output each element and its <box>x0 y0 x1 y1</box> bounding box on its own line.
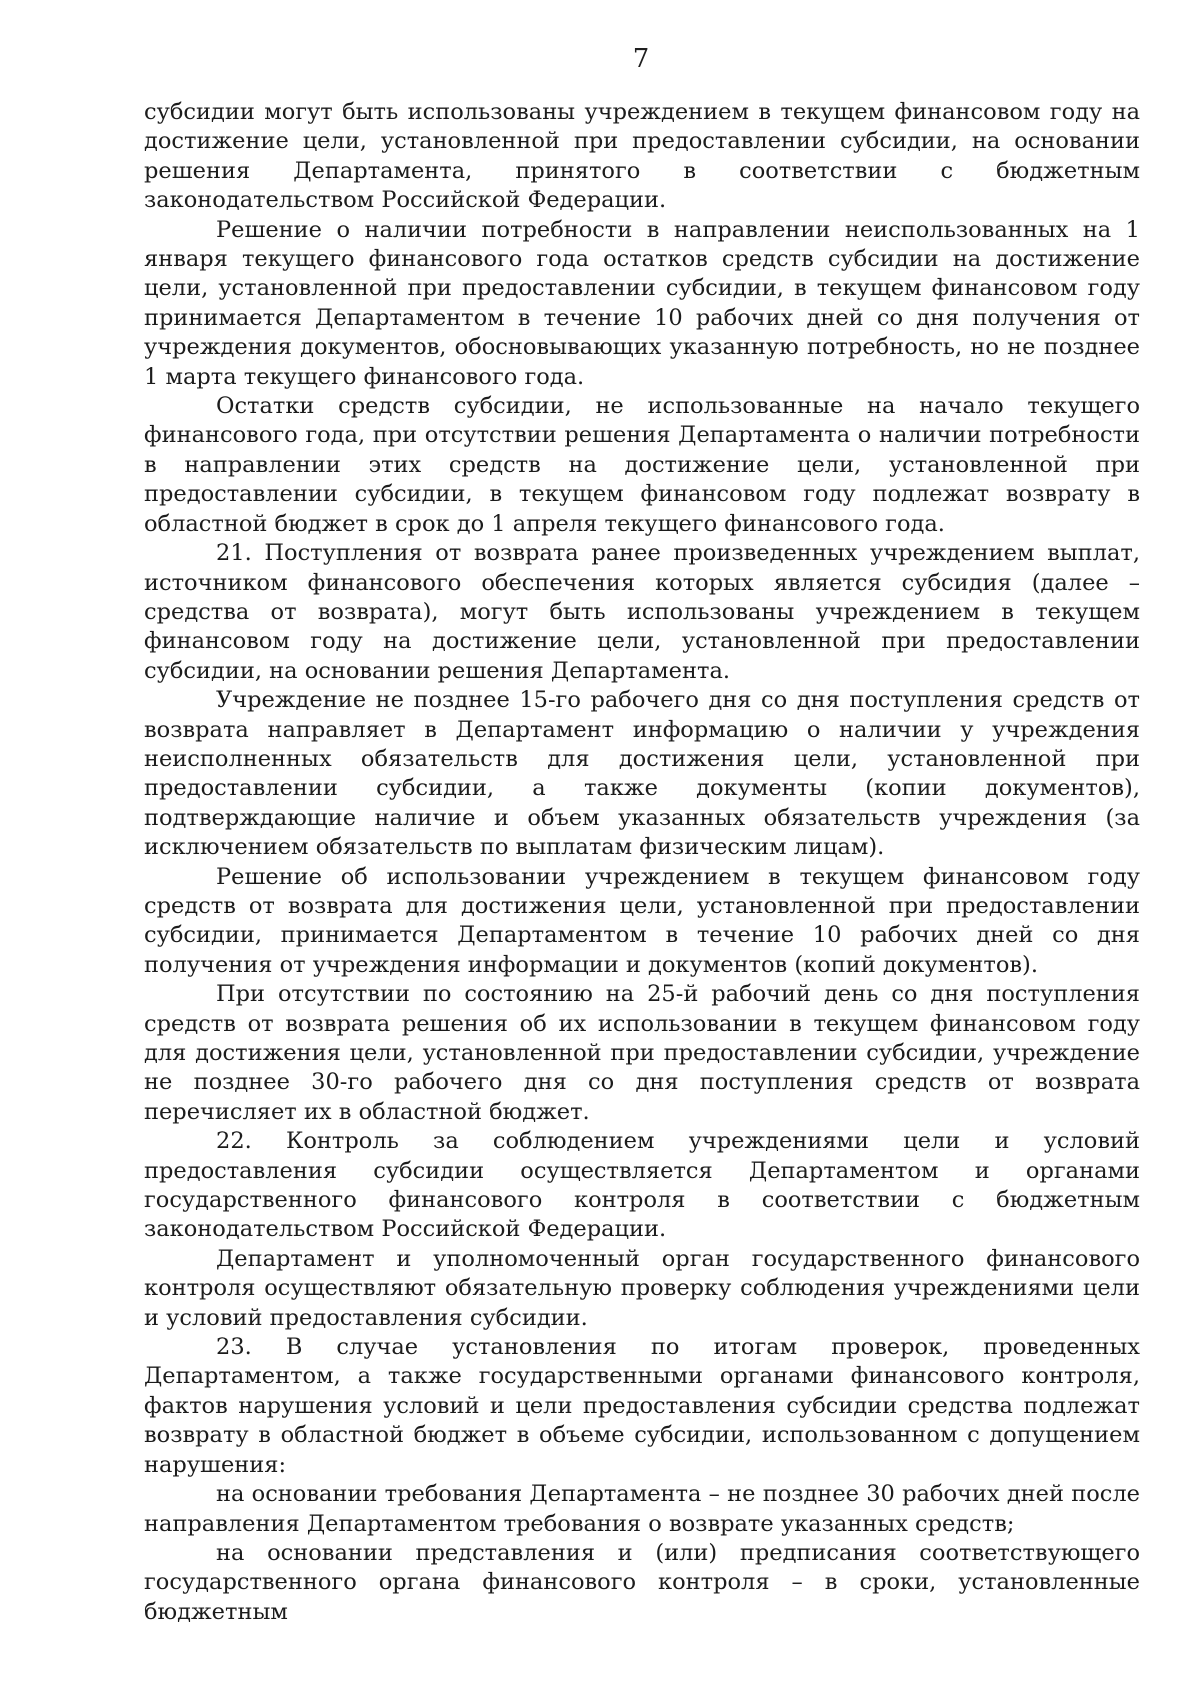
page-number: 7 <box>632 44 650 74</box>
paragraph: Учреждение не позднее 15-го рабочего дня со дня поступления средств от возврата направляет в Департамент информацию о наличии у учреждения неисполненных обязательств для достижения цели, установленной при предоставлении субсидии, а также документы (копии документов), подтверждающие наличие и объем указанных обязательств учреждения (за исключением обязательств по выплатам физическим лицам). <box>144 687 1140 861</box>
paragraph-item-21: 21. Поступления от возврата ранее произведенных учреждением выплат, источником финансового обеспечения которых является субсидия (далее – средства от возврата), могут быть использованы учреждением в текущем финансовом году на достижение цели, установленной при предоставлении субсидии, на основании решения Департамента. <box>144 540 1140 684</box>
paragraph-item-23: 23. В случае установления по итогам проверок, проведенных Департаментом, а также государственными органами финансового контроля, фактов нарушения условий и цели предоставления субсидии средства подлежат возврату в областной бюджет в объеме субсидии, использованном с допущением нарушения: <box>144 1334 1140 1478</box>
paragraph: на основании представления и (или) предписания соответствующего государственного органа финансового контроля – в сроки, установленные бюджетным <box>144 1539 1140 1625</box>
paragraph: При отсутствии по состоянию на 25-й рабочий день со дня поступления средств от возврата решения об их использовании в текущем финансовом году для достижения цели, установленной при предоставлении субсидии, учреждение не позднее 30-го рабочего дня со дня поступления средств от возврата перечисляет их в областной бюджет. <box>144 981 1140 1125</box>
paragraph: Решение о наличии потребности в направлении неиспользованных на 1 января текущего финансового года остатков средств субсидии на достижение цели, установленной при предоставлении субсидии, в текущем финансовом году принимается Департаментом в течение 10 рабочих дней со дня получения от учреждения документов, обосновывающих указанную потребность, но не позднее 1 марта текущего финансового года. <box>144 216 1140 390</box>
paragraph: Департамент и уполномоченный орган государственного финансового контроля осуществляют обязательную проверку соблюдения учреждениями цели и условий предоставления субсидии. <box>144 1245 1140 1331</box>
paragraph: на основании требования Департамента – не позднее 30 рабочих дней после направления Департаментом требования о возврате указанных средств; <box>144 1481 1140 1537</box>
paragraph-item-22: 22. Контроль за соблюдением учреждениями цели и условий предоставления субсидии осуществляется Департаментом и органами государственного финансового контроля в соответствии с бюджетным законодательством Российской Федерации. <box>144 1128 1140 1243</box>
paragraph: Остатки средств субсидии, не использованные на начало текущего финансового года, при отсутствии решения Департамента о наличии потребности в направлении этих средств на достижение цели, установленной при предоставлении субсидии, в текущем финансовом году подлежат возврату в областной бюджет в срок до 1 апреля текущего финансового года. <box>144 393 1140 537</box>
paragraph: субсидии могут быть использованы учреждением в текущем финансовом году на достижение цели, установленной при предоставлении субсидии, на основании решения Департамента, принятого в соответствии с бюджетным законодательством Российской Федерации. <box>144 99 1140 214</box>
paragraph: Решение об использовании учреждением в текущем финансовом году средств от возврата для достижения цели, установленной при предоставлении субсидии, принимается Департаментом в течение 10 рабочих дней со дня получения от учреждения информации и документов (копий документов). <box>144 863 1140 978</box>
document-body <box>144 98 1140 1627</box>
